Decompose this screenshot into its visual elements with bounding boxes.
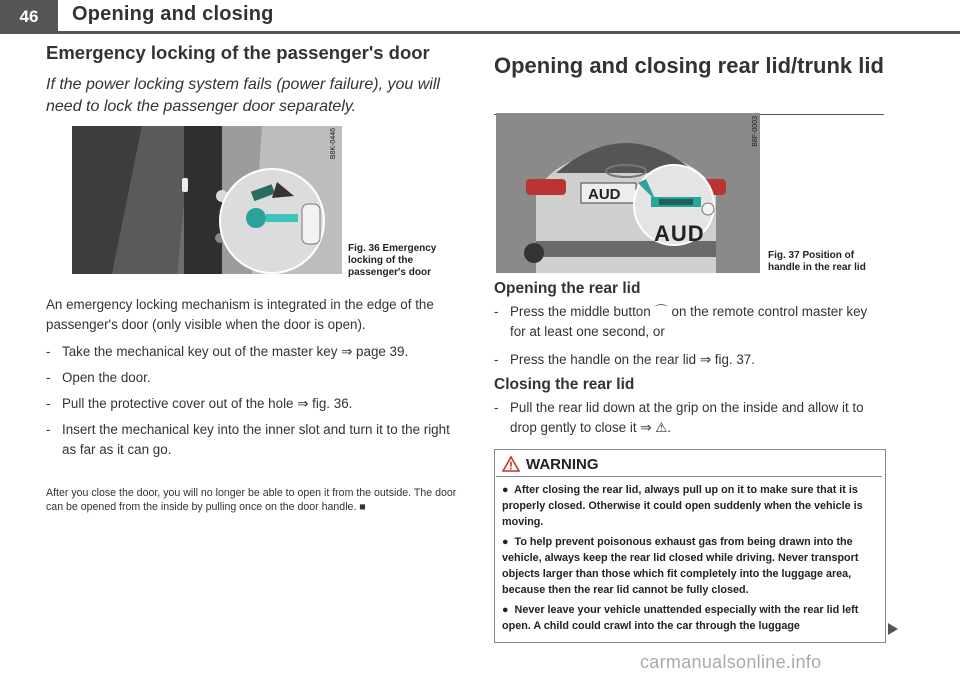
intro-paragraph: An emergency locking mechanism is integrated in the edge of the passenger's door (only visible when the door is open). xyxy=(46,297,434,332)
figure-37-code: B8F-0003 xyxy=(752,116,759,147)
list-item: ● After closing the rear lid, always pull up on it to make sure that it is properly closed. Otherwise it could open suddenly when the vehicle is moving. xyxy=(502,484,863,528)
list-item: - Take the mechanical key out of the master key ⇒ page 39. xyxy=(46,344,409,359)
figure-36-image xyxy=(72,126,342,274)
opening-steps xyxy=(494,302,886,370)
figure-36-code: B8K-0446 xyxy=(330,128,337,160)
opening-heading: Opening the rear lid xyxy=(494,280,641,297)
figure-36-caption: Fig. 36 Emergency locking of the passenger's door xyxy=(348,243,437,278)
list-item: - Pull the protective cover out of the hole ⇒ fig. 36. xyxy=(46,396,353,411)
warning-title: WARNING xyxy=(526,455,599,473)
section-heading-emergency-locking: Emergency locking of the passenger's door xyxy=(46,42,430,63)
door-edge-illustration xyxy=(72,126,342,274)
rear-lid-illustration xyxy=(496,113,760,273)
list-item: ● To help prevent poisonous exhaust gas from being drawn into the vehicle, always keep the rear lid closed while driving. Never transport objects larger than those which fit completely into the luggage area, because then the rear lid cannot be fully closed. xyxy=(502,536,859,596)
warning-triangle-icon xyxy=(502,456,520,472)
note-paragraph: After you close the door, you will no longer be able to open it from the outside. The door can be opened from the inside by pulling once on the door handle. ■ xyxy=(46,487,457,513)
list-item: - Pull the rear lid down at the grip on the inside and allow it to drop gently to close it ⇒ ⚠. xyxy=(494,400,864,435)
closing-steps xyxy=(494,398,886,438)
closing-heading: Closing the rear lid xyxy=(494,376,635,393)
warning-title-bar xyxy=(496,452,882,477)
header-rule xyxy=(58,31,960,34)
figure-37-caption: Fig. 37 Position of handle in the rear lid xyxy=(768,250,866,273)
list-item: - Insert the mechanical key into the inner slot and turn it to the right as far as it can go. xyxy=(46,422,450,457)
chapter-title: Opening and closing xyxy=(72,3,274,25)
page-number: 46 xyxy=(0,0,58,34)
section-heading-rear-lid: Opening and closing rear lid/trunk lid xyxy=(494,53,884,78)
continue-arrow-icon xyxy=(888,623,898,635)
figure-37-badge: AUD xyxy=(588,186,621,203)
section-lead: If the power locking system fails (power failure), you will need to lock the passenger door separately. xyxy=(46,76,440,115)
figure-37-zoom-logo: AUD xyxy=(654,221,705,246)
step-list xyxy=(46,342,460,460)
list-item: - Open the door. xyxy=(46,370,151,385)
list-item: - Press the middle button ⌒ on the remote control master key for at least one second, or xyxy=(494,304,868,339)
figure-37-image xyxy=(496,113,760,273)
list-item: - Press the handle on the rear lid ⇒ fig. 37. xyxy=(494,352,755,367)
warning-items xyxy=(502,482,878,634)
list-item: ● Never leave your vehicle unattended especially with the rear lid left open. A child could crawl into the car through the luggage xyxy=(502,604,859,632)
watermark: carmanualsonline.info xyxy=(640,652,822,672)
